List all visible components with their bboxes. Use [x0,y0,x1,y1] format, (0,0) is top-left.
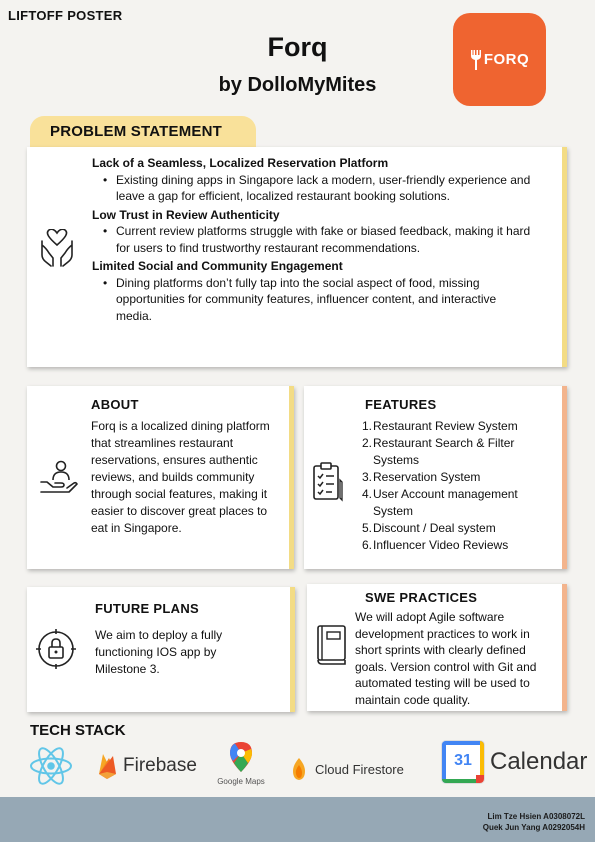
swe-practices-text: We will adopt Agile software development practices to work in short sprints with clearly defined goals. Version control with Git and automated testing will be used to maintain code quality. [355,610,537,707]
list-item: 5. Discount / Deal system [362,521,496,535]
calendar-label: Calendar [490,748,588,775]
problem-statement-heading: PROBLEM STATEMENT [30,116,256,148]
card-accent [562,386,567,569]
calendar-day: 31 [454,752,472,769]
list-item: 1. Restaurant Review System [362,419,518,433]
cloud-firestore-label: Cloud Firestore [315,761,404,777]
features-list [362,418,552,554]
problem-title: Limited Social and Community Engagement [92,259,343,273]
about-card [27,386,294,569]
future-plans-heading: FUTURE PLANS [95,601,199,616]
card-accent [289,386,294,569]
list-item: 4. User Account management System [362,487,518,518]
problem-list [92,153,532,324]
person-hand-icon [39,460,79,496]
swe-practices-card [307,584,567,711]
calendar-icon [442,741,484,783]
firestore-flame-icon [289,757,309,781]
features-card [304,386,567,569]
google-maps-logo [216,742,266,786]
firebase-logo [96,752,197,780]
problem-text: • Existing dining apps in Singapore lack a modern, user-friendly experience and leave a gap for efficient, localized restaurant booking solutions. [92,172,532,205]
lock-circle-icon [36,629,76,669]
map-pin-icon [230,742,252,772]
book-icon [316,624,348,666]
problem-text: • Current review platforms struggle with fake or biased feedback, making it hard for users to find trustworthy restaurant recommendations. [92,223,532,256]
react-icon [29,746,73,791]
features-heading: FEATURES [365,397,437,412]
problem-statement-card [27,147,567,367]
card-accent [562,147,567,367]
poster-subtitle: by DolloMyMites [218,74,377,96]
poster-label: LIFTOFF POSTER [8,8,123,23]
future-plans-card [27,587,295,712]
list-item: 3. Reservation System [362,470,481,484]
clipboard-checklist-icon [312,462,344,502]
problem-title: Lack of a Seamless, Localized Reservation Platform [92,156,389,170]
future-plans-text: We aim to deploy a fully functioning IOS app by Milestone 3. [95,628,223,676]
author-name: Quek Jun Yang A0292054H [482,823,585,832]
swe-practices-heading: SWE PRACTICES [365,590,478,605]
author-name: Lim Tze Hsien A0308072L [487,812,585,821]
list-item: 6. Influencer Video Reviews [362,538,509,552]
about-heading: ABOUT [91,397,139,412]
author-list [483,811,585,833]
card-accent [290,587,295,712]
firebase-label: Firebase [123,755,197,776]
tech-stack-heading: TECH STACK [30,722,126,739]
poster-title: Forq [267,32,328,62]
tech-stack-row [0,740,595,790]
fork-icon [470,50,482,70]
problem-text: • Dining platforms don’t fully tap into the social aspect of food, missing opportunities for community features, influencer content, and interactive media. [92,275,532,325]
google-calendar-logo [442,741,587,783]
problem-title: Low Trust in Review Authenticity [92,207,280,222]
card-accent [562,584,567,711]
hands-heart-icon [39,229,75,269]
about-text: Forq is a localized dining platform that streamlines restaurant reservations, ensures authentic reviews, and builds community through social features, making it easier to discover great places to eat in Singapore. [91,419,270,535]
logo-text: FORQ [483,51,530,68]
cloud-firestore-logo [289,757,404,781]
list-item: 2. Restaurant Search & Filter Systems [362,436,515,467]
google-maps-label: Google Maps [217,777,265,786]
footer [0,797,595,842]
firebase-icon [96,752,118,780]
forq-logo [453,13,546,106]
